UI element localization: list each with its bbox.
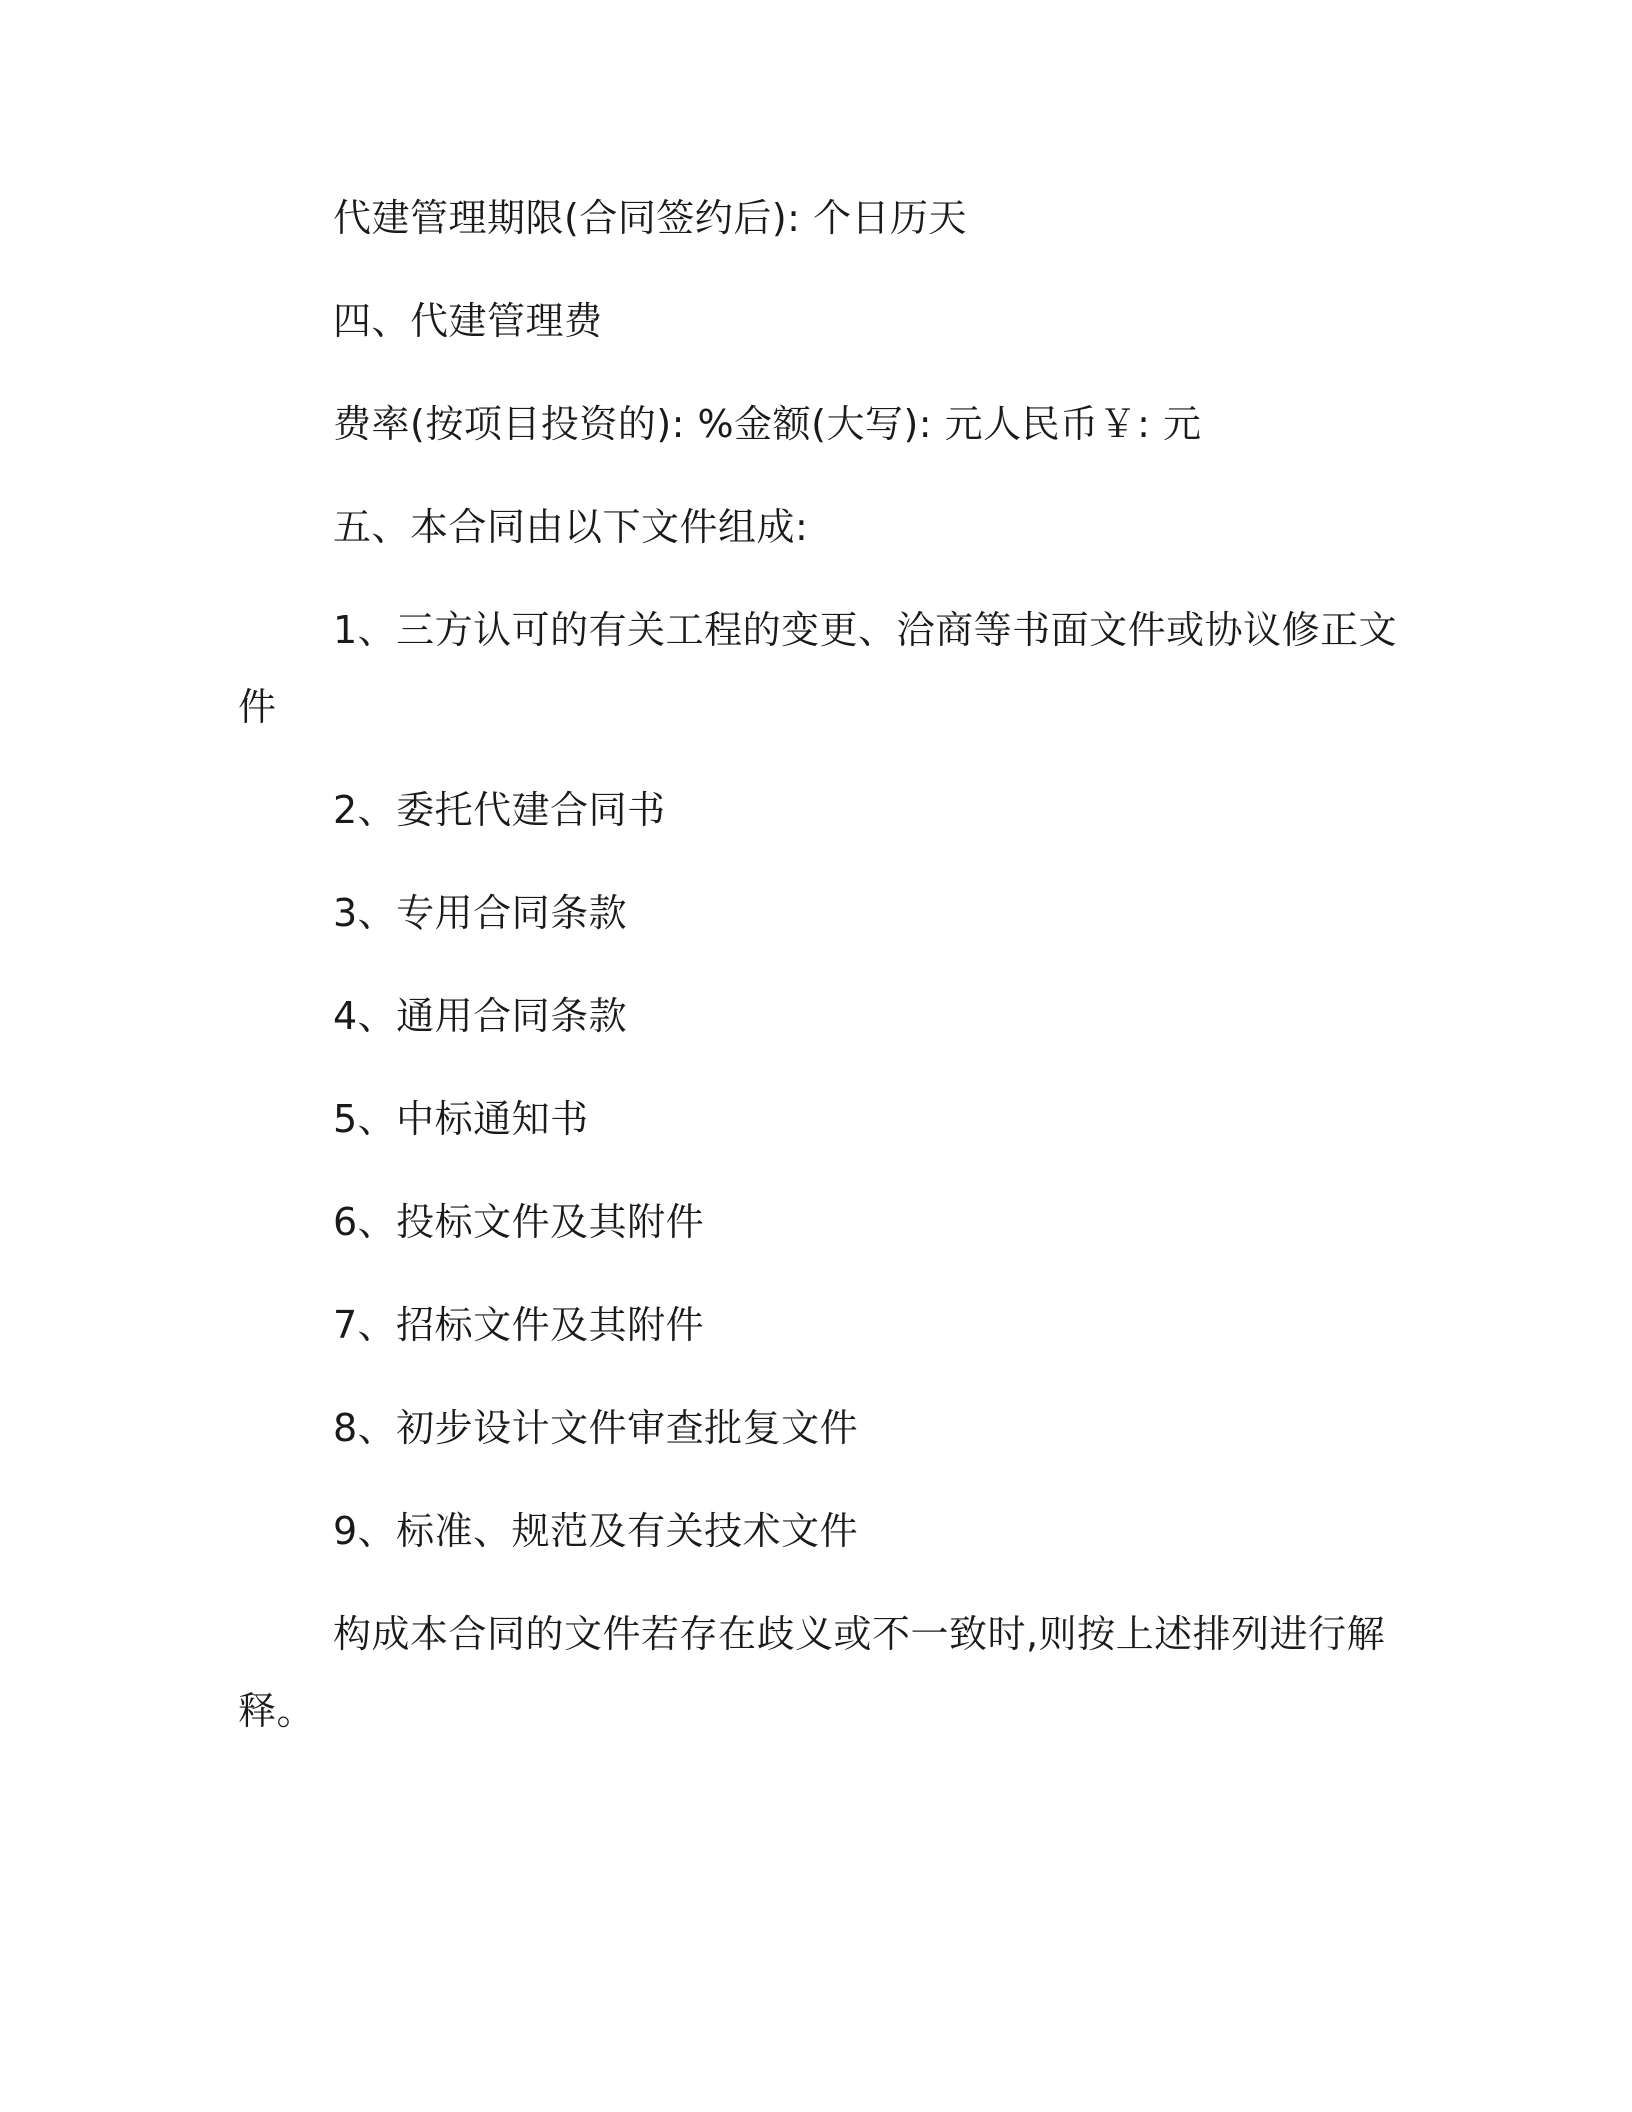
fee-rate-line: 费率(按项目投资的): %金额(大写): 元人民币￥: 元 [333, 402, 1202, 446]
list-item-3: 3、专用合同条款 [333, 891, 628, 935]
interpretation-clause: 构成本合同的文件若存在歧义或不一致时,则按上述排列进行解 [333, 1612, 1386, 1656]
list-item-8: 8、初步设计文件审查批复文件 [333, 1406, 859, 1450]
interpretation-clause-continuation: 释。 [238, 1689, 316, 1733]
list-item-4: 4、通用合同条款 [333, 994, 628, 1038]
section-five-heading: 五、本合同由以下文件组成: [333, 505, 809, 549]
section-four-heading: 四、代建管理费 [333, 299, 603, 343]
list-item-7: 7、招标文件及其附件 [333, 1303, 705, 1347]
list-item-1: 1、三方认可的有关工程的变更、洽商等书面文件或协议修正文 [333, 608, 1398, 652]
list-item-1-continuation: 件 [238, 685, 277, 729]
list-item-2: 2、委托代建合同书 [333, 788, 666, 832]
list-item-5: 5、中标通知书 [333, 1097, 589, 1141]
list-item-6: 6、投标文件及其附件 [333, 1200, 705, 1244]
management-period-line: 代建管理期限(合同签约后): 个日历天 [333, 196, 968, 240]
list-item-9: 9、标准、规范及有关技术文件 [333, 1509, 859, 1553]
